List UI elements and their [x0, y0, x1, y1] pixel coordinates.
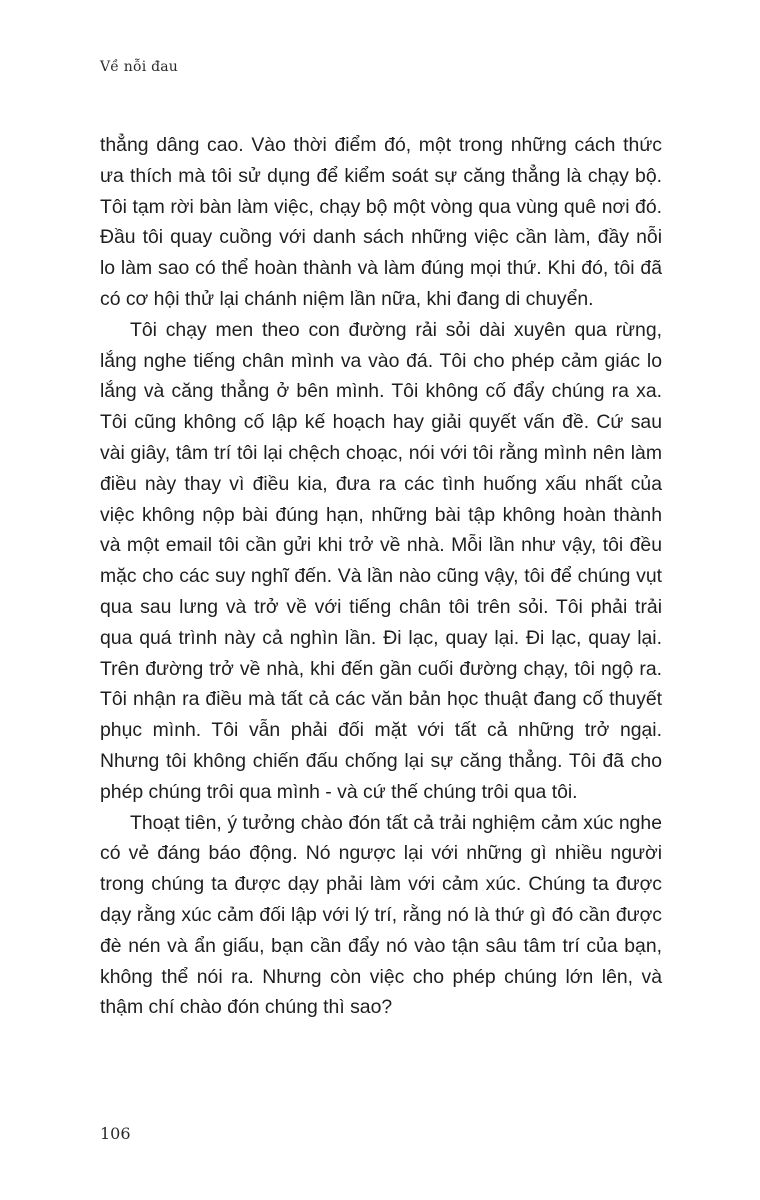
- page-number: 106: [100, 1124, 131, 1143]
- paragraph-2: Tôi chạy men theo con đường rải sỏi dài xuyên qua rừng, lắng nghe tiếng chân mình va vào đá. Tôi cho phép cảm giác lo lắng và căng thẳng ở bên mình. Tôi không cố đẩy chúng ra xa. Tôi cũng không cố lập kế hoạch hay giải quyết vấn đề. Cứ sau vài giây, tâm trí tôi lại chệch choạc, nói với tôi rằng mình nên làm điều này thay vì điều kia, đưa ra các tình huống xấu nhất của việc không nộp bài đúng hạn, những bài tập không hoàn thành và một email tôi cần gửi khi trở về nhà. Mỗi lần như vậy, tôi đều mặc cho các suy nghĩ đến. Và lần nào cũng vậy, tôi để chúng vụt qua sau lưng và trở về với tiếng chân tôi trên sỏi. Tôi phải trải qua quá trình này cả nghìn lần. Đi lạc, quay lại. Đi lạc, quay lại. Trên đường trở về nhà, khi đến gần cuối đường chạy, tôi ngộ ra. Tôi nhận ra điều mà tất cả các văn bản học thuật đang cố thuyết phục mình. Tôi vẫn phải đối mặt với tất cả những trở ngại. Nhưng tôi không chiến đấu chống lại sự căng thẳng. Tôi đã cho phép chúng trôi qua mình - và cứ thế chúng trôi qua tôi.: [100, 318, 662, 803]
- body-text: [100, 130, 662, 1023]
- running-header: Về nỗi đau: [100, 59, 179, 75]
- paragraph-1: thẳng dâng cao. Vào thời điểm đó, một trong những cách thức ưa thích mà tôi sử dụng để kiểm soát sự căng thẳng là chạy bộ. Tôi tạm rời bàn làm việc, chạy bộ một vòng qua vùng quê nơi đó. Đầu tôi quay cuồng với danh sách những việc cần làm, đầy nỗi lo làm sao có thể hoàn thành và làm đúng mọi thứ. Khi đó, tôi đã có cơ hội thử lại chánh niệm lần nữa, khi đang di chuyển.: [100, 134, 662, 310]
- paragraph-3: Thoạt tiên, ý tưởng chào đón tất cả trải nghiệm cảm xúc nghe có vẻ đáng báo động. Nó ngược lại với những gì nhiều người trong chúng ta được dạy phải làm với cảm xúc. Chúng ta được dạy rằng xúc cảm đối lập với lý trí, rằng nó là thứ gì đó cần được đè nén và ẩn giấu, bạn cần đẩy nó vào tận sâu tâm trí của bạn, không thể nói ra. Nhưng còn việc cho phép chúng lớn lên, và thậm chí chào đón chúng thì sao?: [100, 811, 662, 1019]
